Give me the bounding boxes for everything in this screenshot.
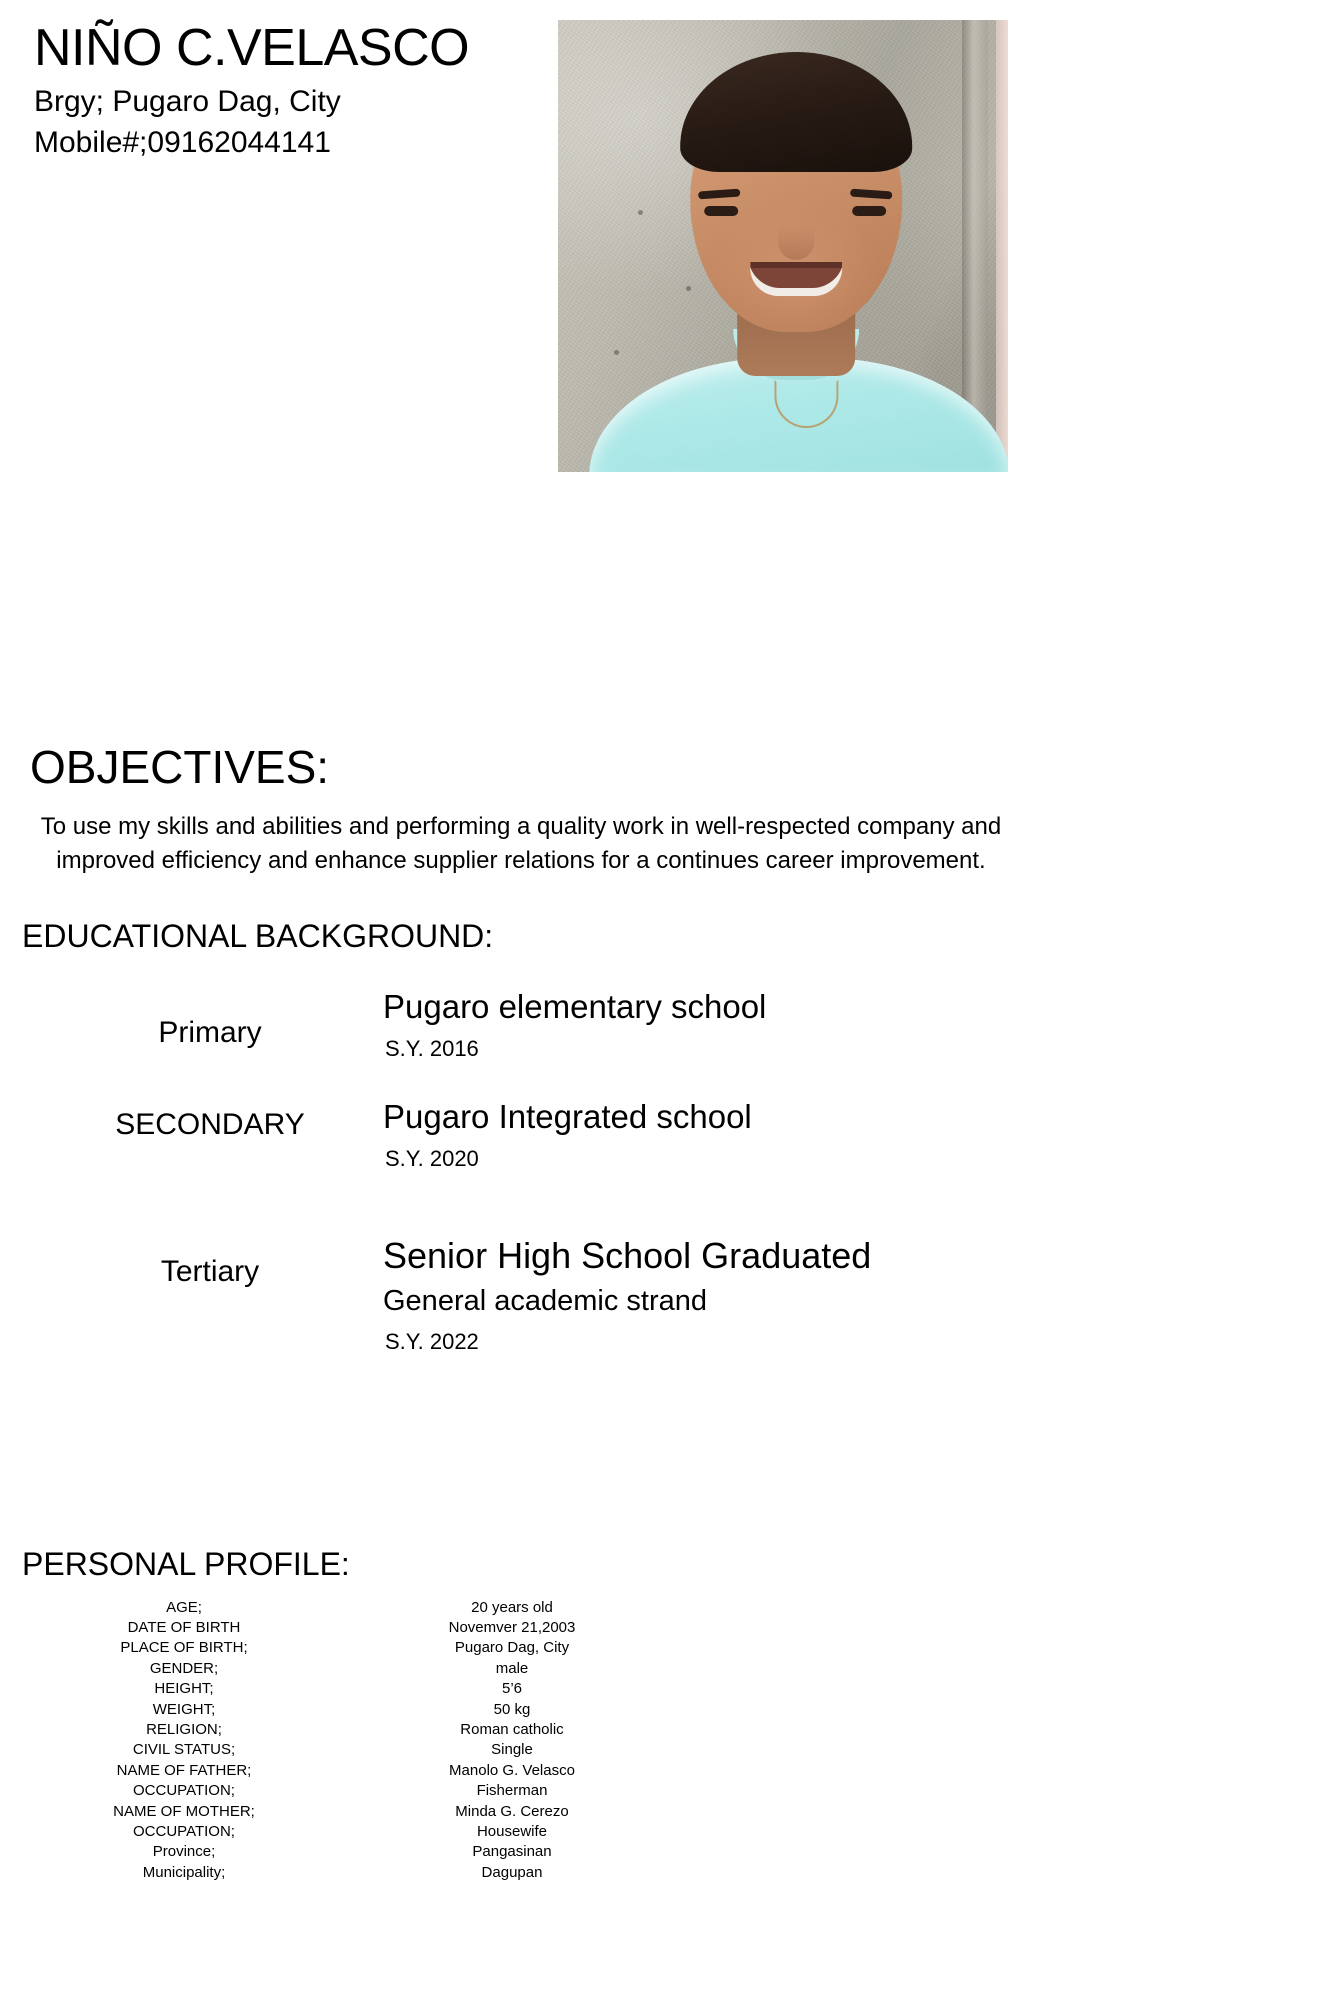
- profile-value: Novemver 21,2003: [448, 1619, 576, 1637]
- education-school: Pugaro Integrated school: [383, 1098, 752, 1135]
- profile-label: GENDER;: [149, 1659, 219, 1677]
- profile-value: Housewife: [476, 1822, 548, 1840]
- table-row: [34, 1862, 694, 1882]
- eye-left: [704, 206, 738, 216]
- education-school: Pugaro elementary school: [383, 988, 767, 1025]
- objectives-heading: OBJECTIVES:: [30, 741, 330, 793]
- profile-label: HEIGHT;: [154, 1680, 214, 1698]
- profile-value: Roman catholic: [460, 1721, 564, 1739]
- eye-right: [852, 206, 886, 216]
- profile-value: 50 kg: [493, 1700, 531, 1718]
- education-school-year: S.Y. 2022: [385, 1329, 479, 1355]
- education-school-year: S.Y. 2016: [385, 1035, 479, 1061]
- profile-label: NAME OF FATHER;: [116, 1761, 252, 1779]
- profile-value: Pangasinan: [472, 1843, 552, 1861]
- education-level: SECONDARY: [115, 1108, 305, 1141]
- education-level: Tertiary: [160, 1255, 260, 1288]
- portrait-photo: [558, 20, 1008, 472]
- profile-label: NAME OF MOTHER;: [113, 1802, 255, 1820]
- table-row: [34, 1760, 694, 1780]
- profile-value: Fisherman: [476, 1782, 548, 1800]
- profile-label: Municipality;: [142, 1863, 226, 1881]
- address-line: Brgy; Pugaro Dag, City: [34, 85, 341, 119]
- education-strand: General academic strand: [383, 1285, 707, 1318]
- profile-label: DATE OF BIRTH: [127, 1619, 241, 1637]
- table-row: [34, 1821, 694, 1841]
- table-row: [34, 1597, 694, 1617]
- table-row: [34, 1617, 694, 1637]
- profile-value: Pugaro Dag, City: [454, 1639, 570, 1657]
- education-level: Primary: [158, 1016, 262, 1049]
- mobile-line: Mobile#;09162044141: [34, 126, 331, 160]
- profile-value: Single: [491, 1741, 533, 1759]
- education-detail: [383, 1098, 1083, 1172]
- table-row: [34, 1781, 694, 1801]
- wall-right-edge: [996, 20, 1008, 472]
- profile-value: Dagupan: [481, 1863, 543, 1881]
- personal-profile-heading: PERSONAL PROFILE:: [22, 1546, 350, 1582]
- person-figure: [631, 72, 961, 472]
- table-row: [34, 1699, 694, 1719]
- table-row: [34, 1658, 694, 1678]
- profile-value: 5’6: [501, 1680, 523, 1698]
- profile-value: Manolo G. Velasco: [449, 1761, 575, 1779]
- table-row: [34, 1638, 694, 1658]
- personal-profile-table: [0, 1597, 1334, 1882]
- table-row: [34, 1740, 694, 1760]
- table-row: [34, 1679, 694, 1699]
- wall-speck: [614, 350, 619, 355]
- page-title: NIÑO C.VELASCO: [34, 19, 470, 77]
- education-school-year: S.Y. 2020: [385, 1145, 479, 1171]
- profile-value: Minda G. Cerezo: [455, 1802, 569, 1820]
- education-detail: [383, 988, 1083, 1062]
- profile-label: OCCUPATION;: [133, 1782, 235, 1800]
- profile-label: RELIGION;: [146, 1721, 222, 1739]
- table-row: [34, 1801, 694, 1821]
- profile-value: 20 years old: [471, 1598, 553, 1616]
- education-school: Senior High School Graduated: [383, 1235, 872, 1276]
- education-heading: EDUCATIONAL BACKGROUND:: [22, 918, 494, 954]
- profile-label: Province;: [152, 1843, 216, 1861]
- table-row: [34, 1842, 694, 1862]
- profile-label: AGE;: [166, 1598, 202, 1616]
- profile-label: PLACE OF BIRTH;: [120, 1639, 248, 1657]
- education-detail: [383, 1235, 1083, 1356]
- profile-value: male: [495, 1659, 529, 1677]
- table-row: [34, 1719, 694, 1739]
- profile-label: WEIGHT;: [152, 1700, 216, 1718]
- objectives-text: To use my skills and abilities and performing a quality work in well-respected company and improved efficiency and enhance supplier relations for a continues career improvement.: [40, 813, 1002, 875]
- profile-label: OCCUPATION;: [133, 1822, 235, 1840]
- profile-label: CIVIL STATUS;: [132, 1741, 236, 1759]
